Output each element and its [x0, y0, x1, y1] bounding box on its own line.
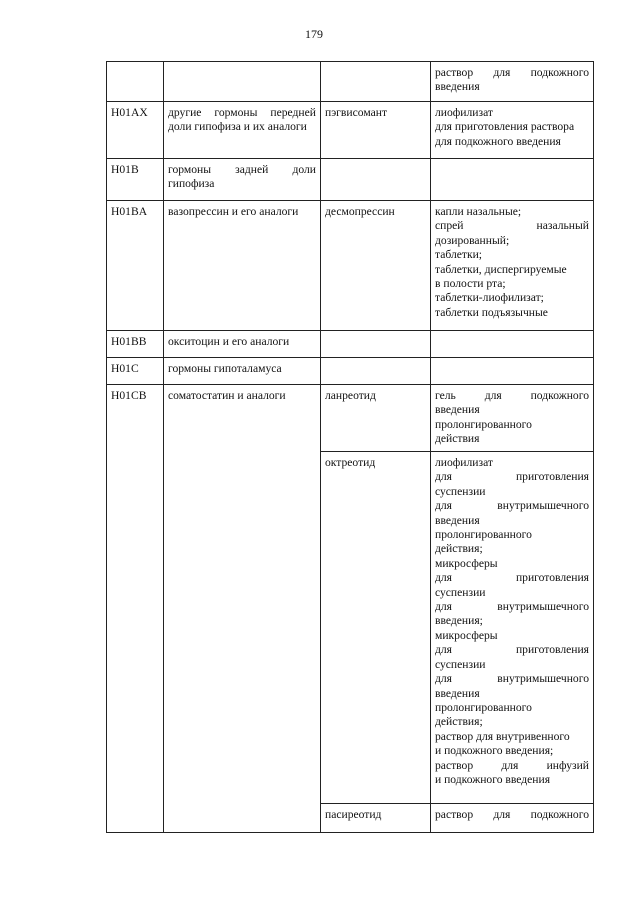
- forms-cell: [431, 201, 594, 331]
- form-line: введения: [435, 513, 480, 527]
- table-row: [107, 331, 594, 358]
- table-row: [107, 358, 594, 385]
- form-line: введения;: [435, 614, 483, 628]
- drug-cell: ланреотид: [321, 385, 431, 452]
- group-cell: гормоны задней доли гипофиза: [164, 159, 321, 201]
- form-line: в полости рта;: [435, 277, 506, 291]
- form-line: пролонгированного: [435, 417, 532, 431]
- form-line: суспензии: [435, 585, 486, 599]
- group-cell: окситоцин и его аналоги: [164, 331, 321, 358]
- drug-cell: [321, 62, 431, 102]
- form-line: для внутримышечного: [435, 672, 589, 686]
- form-line: таблетки;: [435, 248, 483, 262]
- form-line: суспензии: [435, 657, 486, 671]
- form-line: пролонгированного: [435, 528, 532, 542]
- atc-code-cell: H01BB: [107, 331, 164, 358]
- form-line: введения: [435, 403, 480, 417]
- forms-cell: [431, 102, 594, 159]
- form-line: для внутримышечного: [435, 600, 589, 614]
- form-line: таблетки-лиофилизат;: [435, 291, 544, 305]
- group-cell: гормоны гипоталамуса: [164, 358, 321, 385]
- forms-cell: [431, 452, 594, 804]
- form-line: для приготовления: [435, 571, 589, 585]
- table-row: [107, 385, 594, 452]
- atc-code-cell: H01AX: [107, 102, 164, 159]
- drug-cell: пэгвисомант: [321, 102, 431, 159]
- table-row: [107, 201, 594, 331]
- page-number: 179: [305, 27, 323, 41]
- form-line: таблетки подъязычные: [435, 305, 548, 319]
- forms-cell: [431, 804, 594, 833]
- forms-cell: [431, 159, 594, 201]
- form-line: для приготовления: [435, 643, 589, 657]
- drug-cell: десмопрессин: [321, 201, 431, 331]
- drug-cell: пасиреотид: [321, 804, 431, 833]
- form-line: и подкожного введения: [435, 772, 551, 786]
- drug-cell: [321, 358, 431, 385]
- form-line: раствор для подкожного: [435, 808, 589, 821]
- group-cell: вазопрессин и его аналоги: [164, 201, 321, 331]
- form-line: дозированный;: [435, 233, 510, 247]
- table-row: [107, 159, 594, 201]
- table-row: [107, 62, 594, 102]
- form-line: суспензии: [435, 484, 486, 498]
- form-line: пролонгированного: [435, 700, 532, 714]
- form-line: действия;: [435, 542, 483, 556]
- drug-table: [106, 61, 594, 833]
- form-line: лиофилизат: [435, 106, 493, 119]
- atc-code-cell: H01CB: [107, 385, 164, 833]
- form-line: капли назальные;: [435, 205, 522, 218]
- form-line: введения: [435, 686, 480, 700]
- form-line: для внутримышечного: [435, 499, 589, 513]
- form-line: таблетки, диспергируемые: [435, 262, 567, 276]
- form-line: гель для подкожного: [435, 389, 589, 402]
- form-line: микросферы: [435, 628, 498, 642]
- form-line: для подкожного введения: [435, 134, 561, 148]
- form-line: введения: [435, 80, 480, 94]
- form-line: раствор для инфузий: [435, 758, 589, 772]
- atc-code-cell: [107, 62, 164, 102]
- form-line: для приготовления раствора: [435, 120, 575, 134]
- form-line: и подкожного введения;: [435, 744, 554, 758]
- atc-code-cell: H01BA: [107, 201, 164, 331]
- group-cell: другие гормоны передней доли гипофиза и их аналоги: [164, 102, 321, 159]
- forms-cell: [431, 385, 594, 452]
- form-line: действия;: [435, 715, 483, 729]
- atc-code-cell: H01B: [107, 159, 164, 201]
- group-cell: соматостатин и аналоги: [164, 385, 321, 833]
- form-line: раствор для подкожного: [435, 66, 589, 79]
- form-line: для приготовления: [435, 470, 589, 484]
- forms-cell: [431, 331, 594, 358]
- form-line: раствор для внутривенного: [435, 729, 570, 743]
- form-line: спрей назальный: [435, 219, 589, 233]
- form-line: лиофилизат: [435, 456, 493, 469]
- table-row: [107, 102, 594, 159]
- forms-cell: [431, 62, 594, 102]
- drug-cell: [321, 159, 431, 201]
- form-line: действия: [435, 432, 480, 446]
- drug-cell: [321, 331, 431, 358]
- atc-code-cell: H01C: [107, 358, 164, 385]
- form-line: микросферы: [435, 556, 498, 570]
- group-cell: [164, 62, 321, 102]
- drug-cell: октреотид: [321, 452, 431, 804]
- forms-cell: [431, 358, 594, 385]
